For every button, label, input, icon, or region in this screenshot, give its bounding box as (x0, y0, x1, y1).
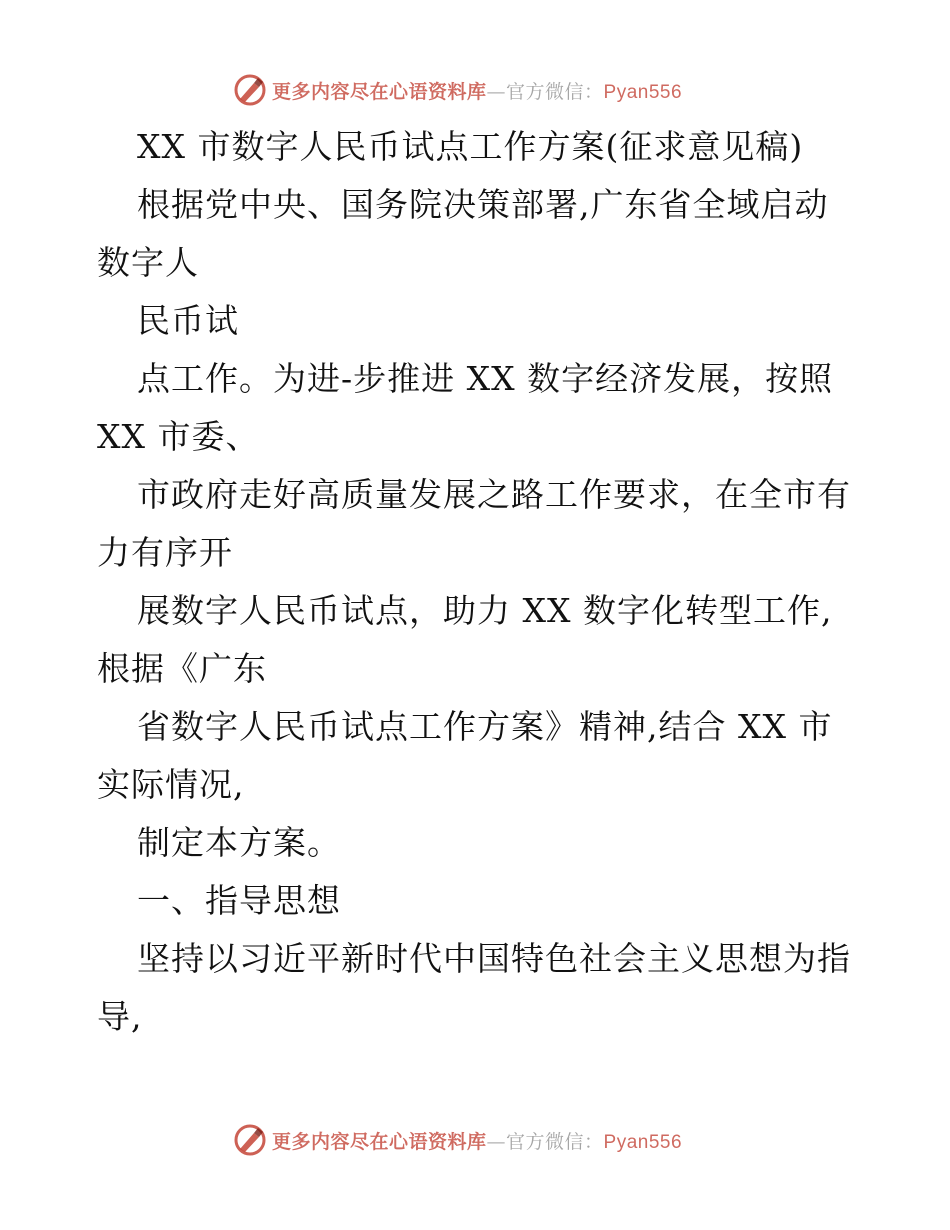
watermark-text (272, 1127, 682, 1154)
paragraph-line: XX 市委、 (97, 417, 260, 456)
watermark-account: Pyan556 (603, 81, 683, 103)
paragraph-line: 数字人 (97, 243, 199, 282)
paragraph-line: 根据党中央、国务院决策部署,广东省全域启动 (137, 185, 829, 224)
paragraph-line: 坚持以习近平新时代中国特色社会主义思想为指 (137, 939, 851, 978)
paragraph-line: 制定本方案。 (137, 823, 341, 862)
paragraph-line: 展数字人民币试点，助力 XX 数字化转型工作, (137, 591, 833, 630)
paragraph-line: 实际情况, (97, 765, 245, 804)
paragraph-line: 省数字人民币试点工作方案》精神,结合 XX 市 (137, 707, 833, 746)
document-title: XX 市数字人民币试点工作方案(征求意见稿) (137, 127, 804, 166)
paragraph-line: 民币试 (137, 301, 239, 340)
section-heading: 一、指导思想 (137, 881, 341, 920)
watermark-label: 官方微信： (506, 1130, 604, 1153)
pen-logo-icon (232, 72, 268, 108)
paragraph-line: 导, (97, 997, 143, 1036)
watermark-account: Pyan556 (603, 1131, 683, 1153)
watermark-text (272, 77, 682, 104)
paragraph-line: 力有序开 (97, 533, 233, 572)
watermark-label: 官方微信： (506, 80, 604, 103)
header-watermark (232, 70, 682, 110)
document-body (97, 118, 867, 1046)
paragraph-line: 根据《广东 (97, 649, 267, 688)
watermark-separator: — (486, 1130, 507, 1153)
paragraph-line: 市政府走好高质量发展之路工作要求，在全市有 (137, 475, 851, 514)
watermark-prefix: 更多内容尽在心语资料库 (272, 80, 487, 103)
watermark-prefix: 更多内容尽在心语资料库 (272, 1130, 487, 1153)
paragraph-line: 点工作。为进-步推进 XX 数字经济发展，按照 (137, 359, 834, 398)
watermark-separator: — (486, 80, 507, 103)
footer-watermark (232, 1120, 682, 1160)
pen-logo-icon (232, 1122, 268, 1158)
